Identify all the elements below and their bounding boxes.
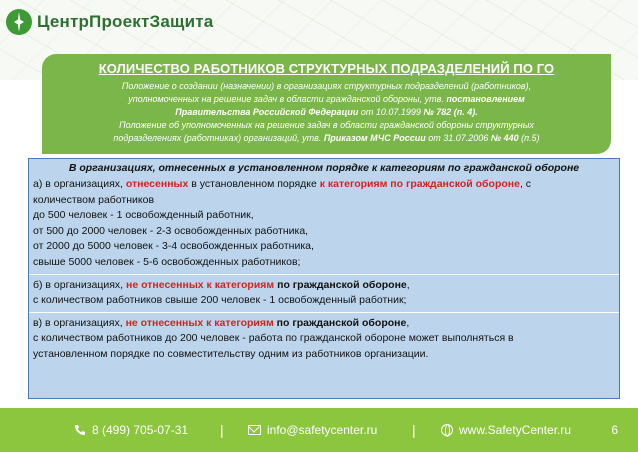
- compass-star-icon: [6, 9, 32, 35]
- text: , с: [519, 178, 532, 190]
- website-url: www.SafetyCenter.ru: [459, 423, 572, 437]
- slide-title: КОЛИЧЕСТВО РАБОТНИКОВ СТРУКТУРНЫХ ПОДРАЗДЕЛЕНИЙ ПО ГО: [98, 61, 555, 76]
- footer-phone[interactable]: [74, 423, 188, 437]
- company-logo[interactable]: [6, 8, 213, 36]
- title-banner: [42, 54, 611, 154]
- reference-emphasis: Приказом МЧС России: [323, 133, 426, 143]
- reference-text: подразделениях (работниках) организаций, утв.: [113, 133, 324, 143]
- emphasis: по гражданской обороне: [274, 278, 407, 291]
- text: в) в организациях,: [33, 316, 126, 329]
- globe-icon: [441, 424, 453, 436]
- reference-text: от 10.07.1999: [358, 107, 424, 117]
- text: б) в организациях,: [33, 278, 127, 291]
- highlight: к категориям по гражданской обороне: [319, 178, 520, 190]
- legal-references: [52, 80, 601, 145]
- content-panel: [28, 158, 620, 399]
- text-line: с количеством работников свыше 200 человек - 1 освобожденный работник;: [33, 294, 407, 307]
- text-line: количеством работников: [33, 193, 155, 206]
- paragraph-c: [29, 312, 619, 363]
- text-line: от 2000 до 5000 человек - 3-4 освобожденных работника,: [33, 240, 314, 253]
- text: а) в организациях,: [33, 178, 126, 190]
- page-number: 6: [611, 423, 618, 437]
- highlight: отнесенных: [125, 178, 189, 190]
- highlight: не отнесенных к категориям: [126, 278, 275, 291]
- email-address: info@safetycenter.ru: [267, 423, 378, 437]
- text-line: свыше 5000 человек - 5-6 освобожденных работников;: [33, 255, 301, 268]
- footer-separator: |: [412, 422, 416, 438]
- text: ,: [406, 278, 410, 291]
- reference-text: (п.5): [518, 133, 540, 143]
- highlight: не отнесенных к категориям: [125, 316, 274, 329]
- company-name: ЦентрПроектЗащита: [37, 12, 214, 31]
- reference-emphasis: Правительства Российской Федерации: [175, 107, 359, 117]
- content-heading: В организациях, отнесенных в установленном порядке к категориям по гражданской обороне: [68, 162, 580, 174]
- text: в установленном порядке: [188, 178, 320, 190]
- mail-icon: [248, 425, 261, 435]
- reference-emphasis: № 782 (п. 4).: [423, 107, 478, 117]
- reference-text: уполномоченных на решение задач в области гражданской обороны, утв.: [128, 94, 447, 104]
- paragraph-a: [29, 177, 619, 274]
- text: ,: [406, 316, 410, 329]
- phone-number: 8 (499) 705-07-31: [92, 423, 189, 437]
- text-line: установленном порядке по совместительству одним из работников организации.: [33, 347, 429, 360]
- emphasis: по гражданской обороне: [273, 316, 407, 329]
- reference-emphasis: № 440: [490, 133, 519, 143]
- text-line: от 500 до 2000 человек - 2-3 освобожденных работника,: [33, 224, 309, 237]
- reference-line: Положение о создании (назначении) в организациях структурных подразделений (работников),: [121, 81, 532, 91]
- reference-text: от 31.07.2006: [425, 133, 491, 143]
- text-line: с количеством работников до 200 человек - работа по гражданской обороне может выполняться в: [33, 332, 514, 345]
- phone-icon: [74, 424, 86, 436]
- reference-line: Положение об уполномоченных на решение задач в области гражданской обороны структурных: [119, 120, 534, 130]
- reference-emphasis: постановлением: [446, 94, 525, 104]
- footer-bar: [0, 408, 638, 452]
- footer-email[interactable]: [248, 423, 377, 437]
- paragraph-b: [29, 274, 619, 312]
- text-line: до 500 человек - 1 освобожденный работник,: [33, 209, 254, 222]
- footer-separator: |: [220, 422, 224, 438]
- footer-website[interactable]: [441, 423, 571, 437]
